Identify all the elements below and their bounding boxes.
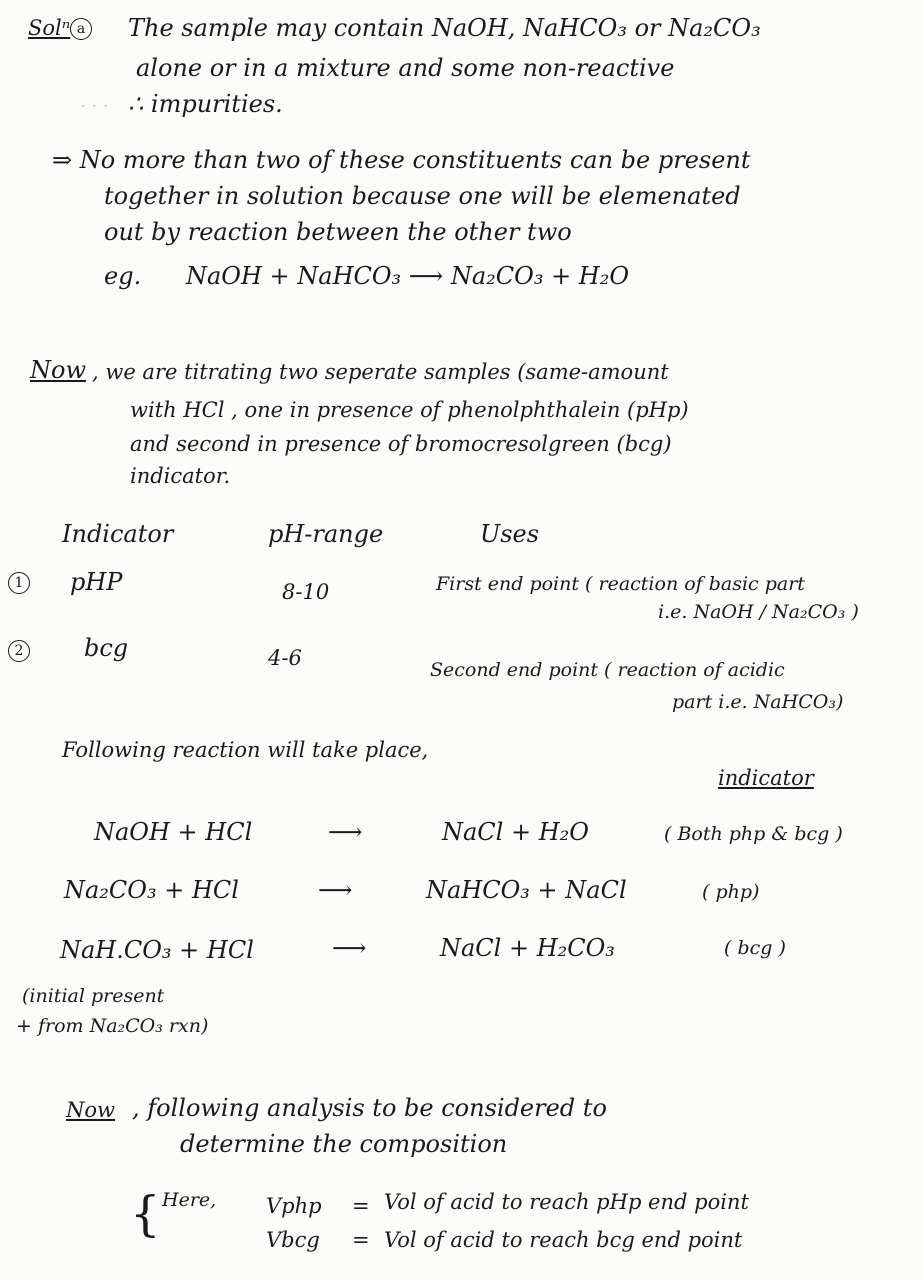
now1-line-1: , we are titrating two seperate samples (same-amount [92, 360, 669, 384]
reaction-3-arrow: ⟶ [332, 934, 367, 962]
row-2-indicator: bcg [84, 634, 129, 662]
reaction-1-products: NaCl + H₂O [442, 818, 589, 846]
eg-label: eg. [104, 262, 142, 290]
row-1-use-line-1: First end point ( reaction of basic part [436, 573, 805, 595]
row-2-range: 4-6 [268, 646, 302, 670]
now1-line-3: and second in presence of bromocresolgreen (bcg) [130, 432, 672, 456]
reaction-1-indicator: ( Both php & bcg ) [664, 823, 843, 845]
reaction-note-line-2: + from Na₂CO₃ rxn) [16, 1015, 209, 1037]
row-1-use-line-2: i.e. NaOH / Na₂CO₃ ) [658, 601, 859, 623]
reaction-3-indicator: ( bcg ) [724, 937, 786, 959]
eg-equation: NaOH + NaHCO₃ ⟶ Na₂CO₃ + H₂O [186, 262, 630, 290]
header-ph-range: pH-range [268, 520, 384, 548]
reaction-3-reactants: NaH.CO₃ + HCl [60, 936, 254, 964]
solution-label: Solⁿ [28, 16, 71, 40]
note-line-3: out by reaction between the other two [104, 218, 572, 246]
reaction-1-reactants: NaOH + HCl [94, 818, 253, 846]
reaction-2-reactants: Na₂CO₃ + HCl [64, 876, 239, 904]
row-2-use-line-2: part i.e. NaHCO₃) [672, 691, 844, 713]
row-2-number: 2 [8, 640, 30, 662]
now-label-2: Now [66, 1098, 115, 1122]
def-1-text: Vol of acid to reach pHp end point [384, 1190, 749, 1214]
reaction-1-arrow: ⟶ [328, 818, 363, 846]
reaction-2-indicator: ( php) [702, 881, 760, 903]
note-line-2: together in solution because one will be elemenated [104, 182, 741, 210]
row-1-number: 1 [8, 572, 30, 594]
sol-line-2: alone or in a mixture and some non-reactive [136, 54, 675, 82]
sol-line-1: The sample may contain NaOH, NaHCO₃ or Na₂CO₃ [128, 14, 761, 42]
header-indicator: Indicator [62, 520, 174, 548]
def-1-symbol: Vphp [266, 1194, 322, 1218]
def-2-text: Vol of acid to reach bcg end point [384, 1228, 743, 1252]
sol-line-3: ∴ impurities. [128, 90, 283, 118]
pencil-dots: · · · [80, 96, 109, 117]
now2-line-1: , following analysis to be considered to [132, 1094, 607, 1122]
def-2-symbol: Vbcg [266, 1228, 320, 1252]
reaction-2-products: NaHCO₃ + NaCl [426, 876, 627, 904]
now1-line-4: indicator. [130, 464, 231, 488]
reactions-intro: Following reaction will take place, [62, 738, 429, 762]
reaction-note-line-1: (initial present [22, 985, 165, 1007]
row-2-use-line-1: Second end point ( reaction of acidic [430, 659, 785, 681]
reaction-2-arrow: ⟶ [318, 876, 353, 904]
header-uses: Uses [480, 520, 540, 548]
row-1-range: 8-10 [282, 580, 330, 604]
definitions-brace: { [130, 1186, 161, 1242]
note-line-1: ⇒ No more than two of these constituents can be present [52, 146, 751, 174]
here-label: Here, [162, 1189, 217, 1211]
now1-line-2: with HCl , one in presence of phenolphthalein (pHp) [130, 398, 689, 422]
row-1-indicator: pHP [70, 568, 123, 596]
now-label-1: Now [30, 356, 86, 384]
part-a-marker: a [70, 18, 92, 40]
now2-line-2: determine the composition [180, 1130, 508, 1158]
indicator-column-header: indicator [718, 766, 814, 790]
def-2-equals: = [352, 1228, 370, 1252]
def-1-equals: = [352, 1194, 370, 1218]
reaction-3-products: NaCl + H₂CO₃ [440, 934, 615, 962]
